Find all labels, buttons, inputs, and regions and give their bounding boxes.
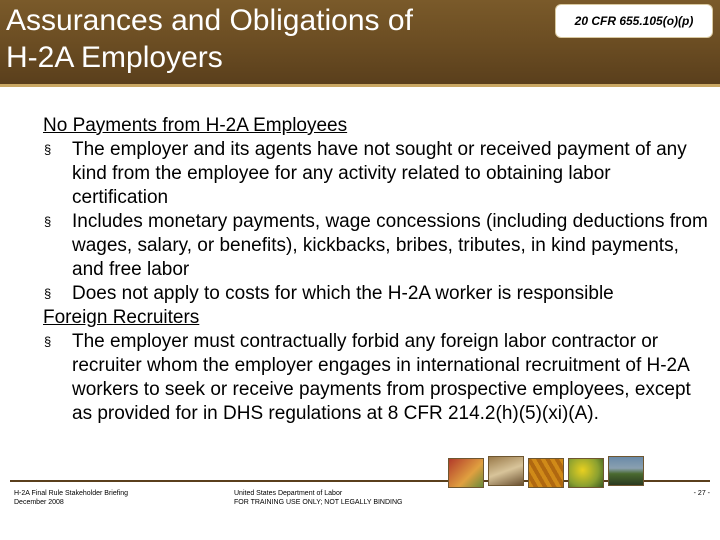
page-number: - 27 - bbox=[693, 490, 710, 497]
cfr-reference-box bbox=[555, 4, 713, 38]
cfr-reference: 20 CFR 655.105(o)(p) bbox=[574, 14, 694, 28]
slide-title bbox=[6, 2, 486, 76]
wheat-photo bbox=[488, 456, 524, 486]
footer-center bbox=[234, 489, 403, 507]
footer-agency: United States Department of Labor bbox=[234, 490, 343, 497]
footer-disclaimer: FOR TRAINING USE ONLY; NOT LEGALLY BINDING bbox=[234, 499, 403, 506]
footer-date: December 2008 bbox=[14, 499, 64, 506]
bullet-item bbox=[43, 282, 708, 306]
bullet-text: The employer and its agents have not sought or received payment of any kind from the employee for any activity related to obtaining labor certification bbox=[72, 139, 687, 208]
footer-divider bbox=[10, 480, 710, 482]
footer-briefing-title: H-2A Final Rule Stakeholder Briefing bbox=[14, 490, 129, 497]
bullet-item bbox=[43, 210, 708, 282]
header-divider bbox=[0, 84, 720, 87]
section-heading: No Payments from H-2A Employees bbox=[43, 115, 348, 136]
bullet-text: Includes monetary payments, wage concessions (including deductions from wages, salary, or benefits), kickbacks, bribes, tributes, in kind payments, and free labor bbox=[72, 211, 708, 280]
bullet-text: The employer must contractually forbid any foreign labor contractor or recruiter whom the employer engages in international recruitment of H-2A workers to seek or receive payments from prospective employees, except as provided for in DHS regulations at 8 CFR 214.2(h)(5)(xi)(A). bbox=[72, 331, 691, 424]
slide-content bbox=[43, 114, 708, 426]
title-line-2: H-2A Employers bbox=[6, 41, 223, 74]
lemons-photo bbox=[568, 458, 604, 488]
section-heading: Foreign Recruiters bbox=[43, 307, 200, 328]
honeycomb-photo bbox=[528, 458, 564, 488]
bullet-icon: § bbox=[44, 142, 52, 157]
footer-left bbox=[14, 489, 128, 507]
bullet-icon: § bbox=[44, 214, 52, 229]
title-line-1: Assurances and Obligations of bbox=[6, 4, 413, 37]
flowers-photo bbox=[448, 458, 484, 488]
bullet-icon: § bbox=[44, 286, 52, 301]
tractor-photo bbox=[608, 456, 644, 486]
bullet-item bbox=[43, 138, 708, 210]
header-bar bbox=[0, 0, 720, 84]
bullet-text: Does not apply to costs for which the H-2A worker is responsible bbox=[72, 283, 614, 304]
bullet-item bbox=[43, 330, 708, 426]
bullet-icon: § bbox=[44, 334, 52, 349]
